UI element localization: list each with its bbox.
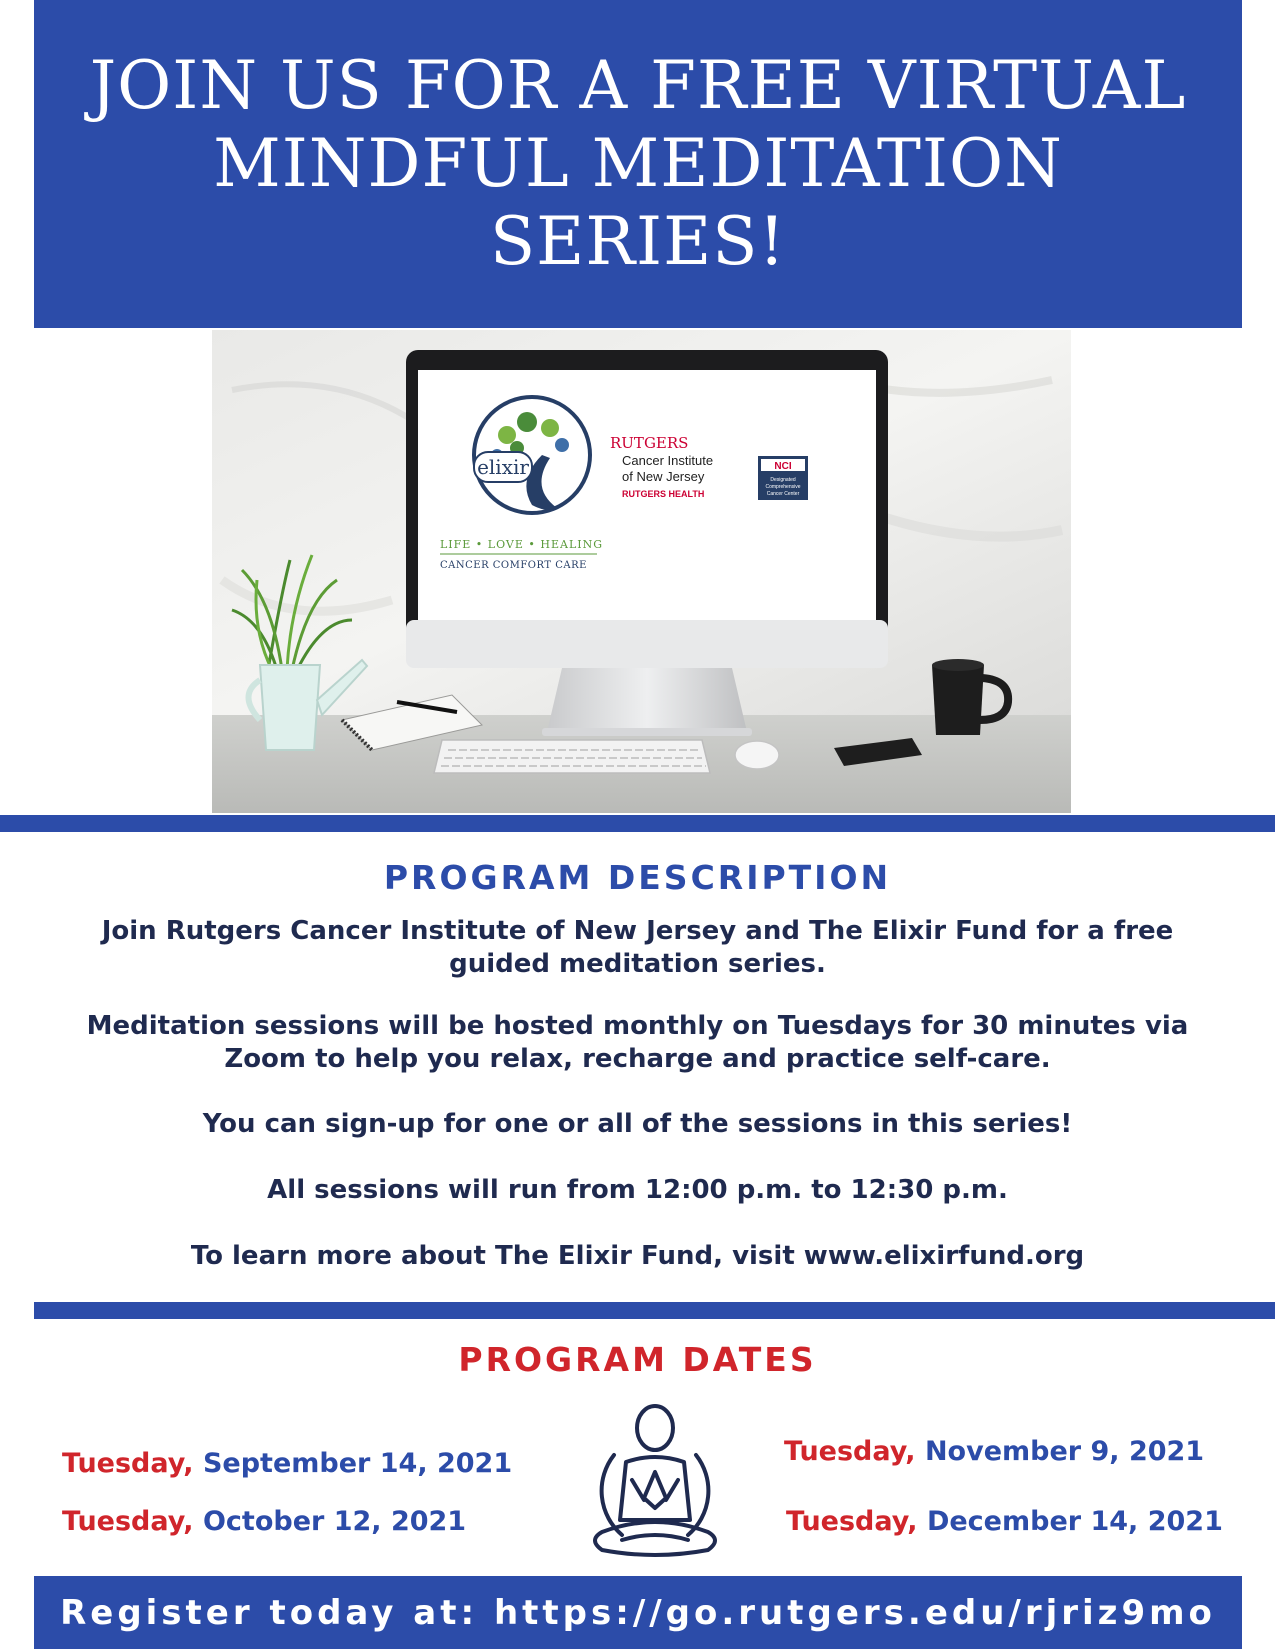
date-item-3: [784, 1436, 1204, 1467]
description-line: guided meditation series.: [449, 949, 826, 979]
nci-badge-line-1: Designated: [770, 477, 796, 483]
hero-photo: [212, 330, 1071, 813]
rutgers-wordmark: RUTGERS: [610, 434, 689, 452]
divider-bottom: [34, 1302, 1275, 1319]
description-paragraph-2: [70, 1010, 1205, 1076]
register-link[interactable]: Register today at: https://go.rutgers.edu/rjriz9mo: [60, 1592, 1216, 1633]
date-item-4: [786, 1506, 1223, 1537]
register-banner: [34, 1576, 1242, 1649]
nci-badge: [758, 456, 808, 500]
rutgers-health: RUTGERS HEALTH: [622, 489, 705, 499]
title-line-3: SERIES!: [489, 203, 787, 280]
program-dates-heading: PROGRAM DATES: [458, 1340, 817, 1379]
date-day: Tuesday,: [62, 1448, 194, 1479]
keyboard-illustration: [434, 740, 710, 773]
program-description-heading: PROGRAM DESCRIPTION: [383, 858, 892, 897]
nci-badge-line-3: Cancer Center: [766, 491, 800, 497]
description-paragraph-4: [70, 1174, 1205, 1207]
rutgers-line-1: Cancer Institute: [622, 453, 714, 468]
description-line: All sessions will run from 12:00 p.m. to 12:30 p.m.: [267, 1175, 1008, 1205]
description-line: To learn more about The Elixir Fund, visit www.elixirfund.org: [190, 1241, 1085, 1271]
date-day: Tuesday,: [784, 1436, 916, 1467]
elixir-logo-text: elixir: [477, 455, 529, 479]
elixir-subtitle: CANCER COMFORT CARE: [440, 560, 587, 571]
date-value: September 14, 2021: [202, 1448, 513, 1479]
mouse-illustration: [735, 741, 779, 769]
date-item-1: [62, 1448, 512, 1479]
header-banner: [34, 0, 1242, 328]
nci-badge-line-2: Comprehensive: [765, 484, 801, 490]
date-day: Tuesday,: [62, 1506, 194, 1537]
date-value: October 12, 2021: [202, 1506, 467, 1537]
nci-badge-title: NCI: [774, 461, 792, 472]
description-paragraph-5: [70, 1240, 1205, 1273]
rutgers-line-2: of New Jersey: [622, 469, 705, 484]
date-item-2: [62, 1506, 466, 1537]
elixir-tagline: LIFE • LOVE • HEALING: [440, 538, 604, 551]
title-line-2: MINDFUL MEDITATION: [213, 125, 1063, 202]
date-day: Tuesday,: [786, 1506, 918, 1537]
description-paragraph-3: [70, 1108, 1205, 1141]
description-line: Meditation sessions will be hosted monthly on Tuesdays for 30 minutes via: [86, 1011, 1189, 1041]
description-line: You can sign-up for one or all of the sessions in this series!: [202, 1109, 1073, 1139]
divider-top: [0, 815, 1275, 832]
title-line-1: JOIN US FOR A FREE VIRTUAL: [89, 47, 1187, 124]
description-line: Join Rutgers Cancer Institute of New Jersey and The Elixir Fund for a free: [101, 916, 1174, 946]
description-line: Zoom to help you relax, recharge and practice self-care.: [224, 1044, 1051, 1074]
date-value: November 9, 2021: [924, 1436, 1205, 1467]
description-paragraph-1: [70, 915, 1205, 981]
meditation-figure-icon: [582, 1400, 728, 1562]
desk-scene-illustration: [212, 330, 1071, 813]
date-value: December 14, 2021: [926, 1506, 1223, 1537]
